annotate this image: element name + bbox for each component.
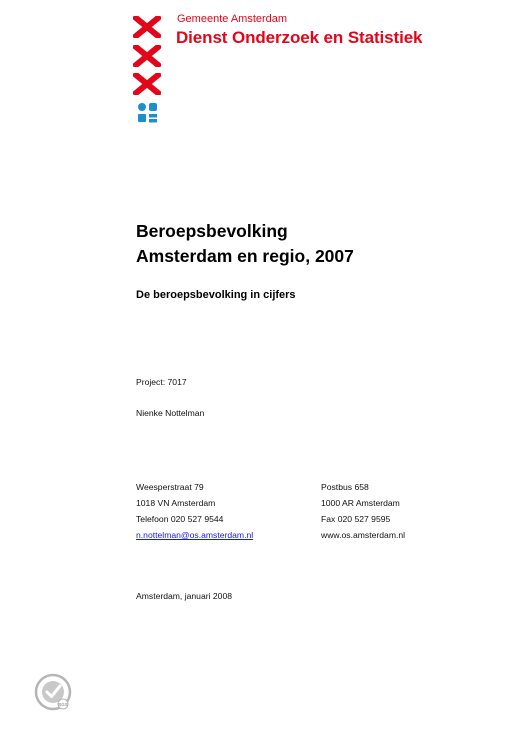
- organization-name: Gemeente Amsterdam: [177, 13, 288, 25]
- certification-seal-icon: [34, 673, 72, 711]
- amsterdam-cross-icon: [133, 45, 161, 67]
- website-url: www.os.amsterdam.nl: [321, 530, 406, 540]
- street-address: Weesperstraat 79: [136, 482, 204, 492]
- email-link[interactable]: n.nottelman@os.amsterdam.nl: [136, 530, 254, 540]
- publication-date: Amsterdam, januari 2008: [136, 591, 233, 601]
- postbus-city: 1000 AR Amsterdam: [321, 498, 400, 508]
- sgs-mark: SGS: [58, 702, 68, 707]
- fax-number: Fax 020 527 9595: [321, 514, 391, 524]
- author-name: Nienke Nottelman: [136, 408, 205, 418]
- report-title-line2: Amsterdam en regio, 2007: [136, 246, 354, 266]
- postbus-address: Postbus 658: [321, 482, 369, 492]
- project-number: Project: 7017: [136, 377, 187, 387]
- report-subtitle: De beroepsbevolking in cijfers: [136, 289, 296, 301]
- phone-number: Telefoon 020 527 9544: [136, 514, 224, 524]
- os-logo-icon: [137, 102, 159, 124]
- department-name: Dienst Onderzoek en Statistiek: [176, 28, 423, 47]
- amsterdam-cross-icon: [133, 73, 161, 95]
- amsterdam-cross-icon: [133, 16, 161, 38]
- postal-city: 1018 VN Amsterdam: [136, 498, 216, 508]
- report-title: [136, 219, 354, 269]
- report-title-line1: Beroepsbevolking: [136, 221, 288, 241]
